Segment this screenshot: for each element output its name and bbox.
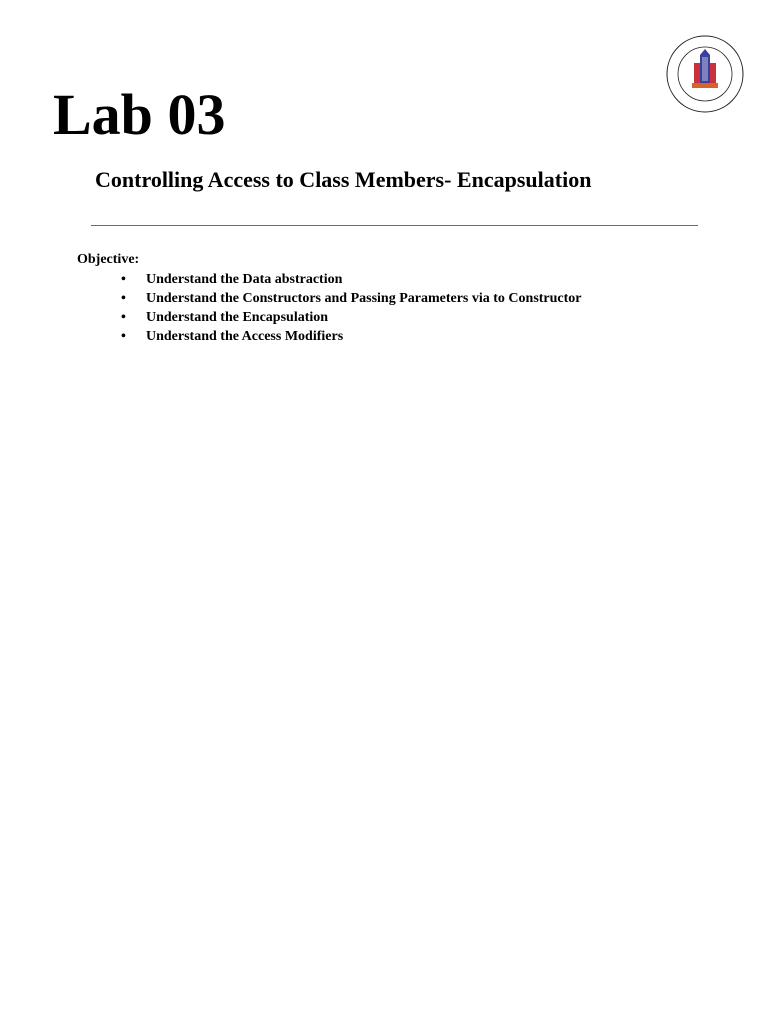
building-icon [692,49,718,88]
objective-text: Understand the Data abstraction [146,272,343,287]
building-base [692,83,718,88]
title-divider [91,225,698,226]
building-right-tower [710,63,716,83]
bullet-icon: • [121,272,126,287]
building-left-tower [694,63,700,83]
objective-text: Understand the Encapsulation [146,310,329,325]
lab-title: Lab 03 [53,82,226,147]
bullet-icon: • [121,291,126,306]
bullet-icon: • [121,310,126,325]
objective-text: Understand the Access Modifiers [146,329,344,344]
objective-label: Objective: [77,252,140,267]
bullet-icon: • [121,329,126,344]
university-logo [661,33,749,115]
objective-text: Understand the Constructors and Passing Parameters via to Constructor [146,291,582,306]
lab-subtitle: Controlling Access to Class Members- Encapsulation [95,167,592,192]
